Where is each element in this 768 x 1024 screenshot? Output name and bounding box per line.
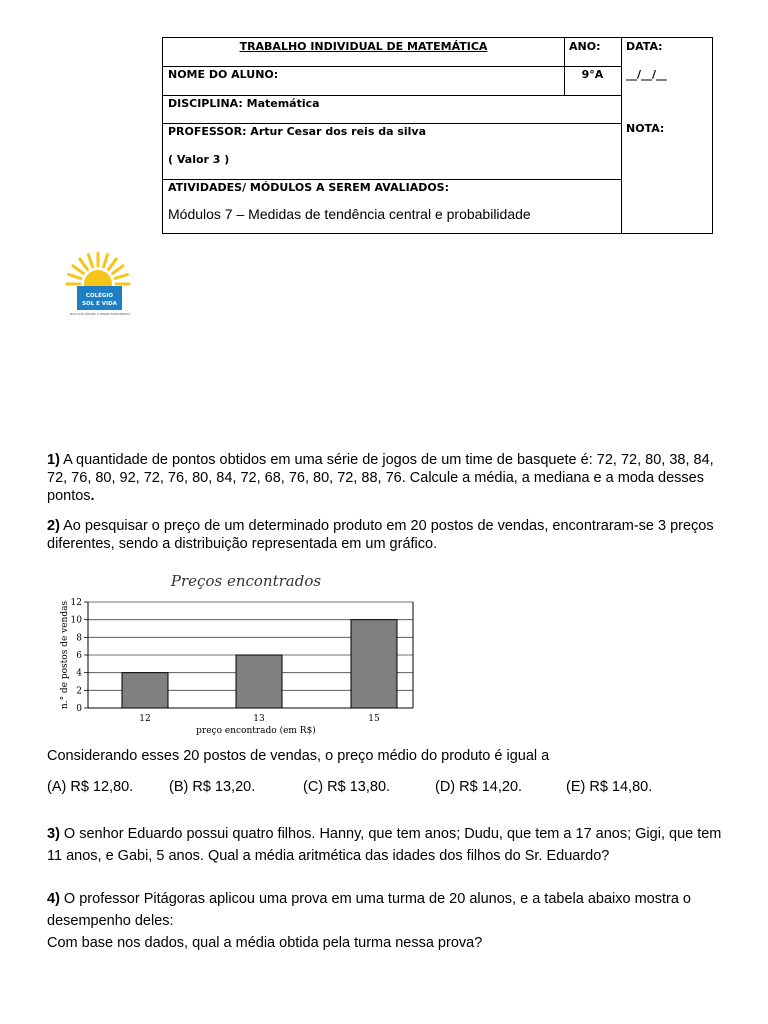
nota-label: NOTA: <box>626 122 665 135</box>
option-e: (E) R$ 14,80. <box>566 779 653 795</box>
y-tick-label: 4 <box>76 668 82 679</box>
worksheet-title: TRABALHO INDIVIDUAL DE MATEMÁTICA <box>239 40 488 53</box>
ano-value: 9°A <box>581 68 604 81</box>
modulos-text: Módulos 7 – Medidas de tendência central e probabilidade <box>168 206 531 222</box>
data-value: __/__/__ <box>626 68 668 81</box>
question-1-number: 1) <box>47 452 60 468</box>
question-1-end: . <box>90 488 95 504</box>
logo-line2: SOL E VIDA <box>82 301 117 307</box>
y-tick-label: 10 <box>70 615 82 626</box>
option-b: (B) R$ 13,20. <box>169 779 256 795</box>
chart-title: Preços encontrados <box>170 572 322 590</box>
bar-13 <box>236 655 282 708</box>
x-axis-label: preço encontrado (em R$) <box>196 726 316 736</box>
bar-15 <box>351 620 397 708</box>
question-1 <box>47 451 727 505</box>
question-2-text: Ao pesquisar o preço de um determinado produto em 20 postos de vendas, encontraram-se 3 preços diferentes, sendo a distribuição representada em um gráfico. <box>47 518 714 552</box>
question-1-text: A quantidade de pontos obtidos em uma série de jogos de um time de basquete é: 72, 72, 80, 38, 84, 72, 76, 80, 92, 72, 76, 80, 84, 72, 68, 76, 80, 72, 88, 76. Calcule a média, a mediana e a moda desses pontos <box>47 452 714 504</box>
question-3-number: 3) <box>47 826 60 842</box>
y-axis-label: n.° de postos de vendas <box>60 600 70 710</box>
sun-icon <box>60 248 140 318</box>
school-logo <box>60 248 140 318</box>
x-tick-label: 15 <box>368 714 380 724</box>
ano-label: ANO: <box>569 40 601 53</box>
y-tick-label: 12 <box>70 598 82 608</box>
question-4-number: 4) <box>47 891 60 907</box>
question-3-text: O senhor Eduardo possui quatro filhos. Hanny, que tem anos; Dudu, que tem a 17 anos; Gigi, que tem 11 anos, e Gabi, 5 anos. Qual a média aritmética das idades dos filhos do Sr. Eduardo? <box>47 826 722 864</box>
logo-tagline: EDUCAÇÃO INFANTIL E ENSINO FUNDAMENTAL <box>69 313 131 316</box>
logo-line1: COLÉGIO <box>85 293 114 299</box>
y-tick-label: 6 <box>76 651 82 661</box>
disciplina-label: DISCIPLINA: Matemática <box>168 97 320 110</box>
option-d: (D) R$ 14,20. <box>435 779 523 795</box>
prices-bar-chart <box>58 570 418 740</box>
question-4-text: O professor Pitágoras aplicou uma prova em uma turma de 20 alunos, e a tabela abaixo mostra o desempenho deles: <box>47 891 691 929</box>
header-table <box>162 37 713 234</box>
option-c: (C) R$ 13,80. <box>303 779 391 795</box>
question-4 <box>47 888 727 954</box>
question-2-number: 2) <box>47 518 60 534</box>
atividades-label: ATIVIDADES/ MÓDULOS A SEREM AVALIADOS: <box>168 181 450 194</box>
data-label: DATA: <box>626 40 663 53</box>
x-tick-label: 12 <box>139 714 151 724</box>
question-2 <box>47 517 727 553</box>
y-tick-label: 0 <box>76 704 82 714</box>
valor-label: ( Valor 3 ) <box>168 153 230 166</box>
question-3 <box>47 823 727 867</box>
nome-aluno-label: NOME DO ALUNO: <box>168 68 279 81</box>
bar-12 <box>122 673 168 708</box>
professor-label: PROFESSOR: Artur Cesar dos reis da silva <box>168 125 427 138</box>
y-tick-label: 8 <box>76 633 82 644</box>
question-2-followup: Considerando esses 20 postos de vendas, o preço médio do produto é igual a <box>47 748 550 764</box>
y-tick-label: 2 <box>76 686 82 697</box>
x-tick-label: 13 <box>253 714 265 724</box>
question-4-followup: Com base nos dados, qual a média obtida pela turma nessa prova? <box>47 935 483 951</box>
option-a: (A) R$ 12,80. <box>47 779 134 795</box>
